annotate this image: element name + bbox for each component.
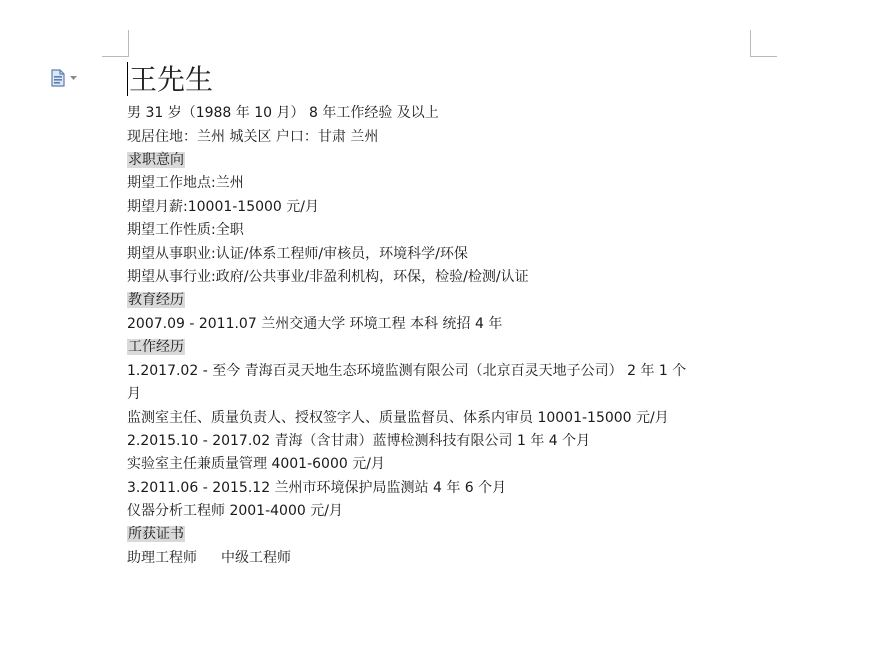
text-cursor <box>127 62 128 96</box>
expect-salary-line: 期望月薪:10001-15000 元/月 <box>127 199 320 215</box>
page-corner-top-right <box>750 30 777 57</box>
paste-options-button[interactable] <box>50 69 84 87</box>
expect-industry-line: 期望从事行业:政府/公共事业/非盈利机构，环保，检验/检测/认证 <box>127 269 529 285</box>
page-corner-top-left <box>102 30 129 57</box>
section-job-intent <box>127 150 185 171</box>
resume-name-title: 王先生 <box>129 63 214 96</box>
section-certificates <box>127 524 185 545</box>
section-work-label: 工作经历 <box>128 339 184 355</box>
clipboard-paste-icon <box>50 69 66 87</box>
expect-nature-line: 期望工作性质:全职 <box>127 222 244 238</box>
work-entry-2: 2.2015.10 - 2017.02 青海（含甘肃）蓝博检测科技有限公司 1 年 4 个月 <box>127 433 591 449</box>
certificate-item: 助理工程师 <box>127 550 197 566</box>
section-education-label: 教育经历 <box>128 292 184 308</box>
work-entry-1-role: 监测室主任、质量负责人、授权签字人、质量监督员、体系内审员 10001-15000 元/月 <box>127 410 669 426</box>
work-entry-1: 1.2017.02 - 至今 青海百灵天地生态环境监测有限公司（北京百灵天地子公司） 2 年 1 个 <box>127 363 687 379</box>
certificate-item: 中级工程师 <box>221 550 291 566</box>
residence-line: 现居住地：兰州 城关区 户口：甘肃 兰州 <box>127 129 379 145</box>
basic-info-line: 男 31 岁（1988 年 10 月） 8 年工作经验 及以上 <box>127 105 439 121</box>
work-entry-1-wrap: 月 <box>127 386 141 402</box>
work-entry-3: 3.2011.06 - 2015.12 兰州市环境保护局监测站 4 年 6 个月 <box>127 480 507 496</box>
expect-location-line: 期望工作地点:兰州 <box>127 175 244 191</box>
section-work <box>127 337 185 358</box>
section-job-intent-label: 求职意向 <box>128 152 184 168</box>
section-education <box>127 290 185 311</box>
work-entry-3-role: 仪器分析工程师 2001-4000 元/月 <box>127 503 343 519</box>
dropdown-arrow-icon[interactable] <box>70 76 77 81</box>
expect-job-line: 期望从事职业:认证/体系工程师/审核员，环境科学/环保 <box>127 246 468 262</box>
section-certificates-label: 所获证书 <box>128 526 184 542</box>
work-entry-2-role: 实验室主任兼质量管理 4001-6000 元/月 <box>127 456 385 472</box>
education-entry: 2007.09 - 2011.07 兰州交通大学 环境工程 本科 统招 4 年 <box>127 316 503 332</box>
certificates-line <box>127 548 291 569</box>
